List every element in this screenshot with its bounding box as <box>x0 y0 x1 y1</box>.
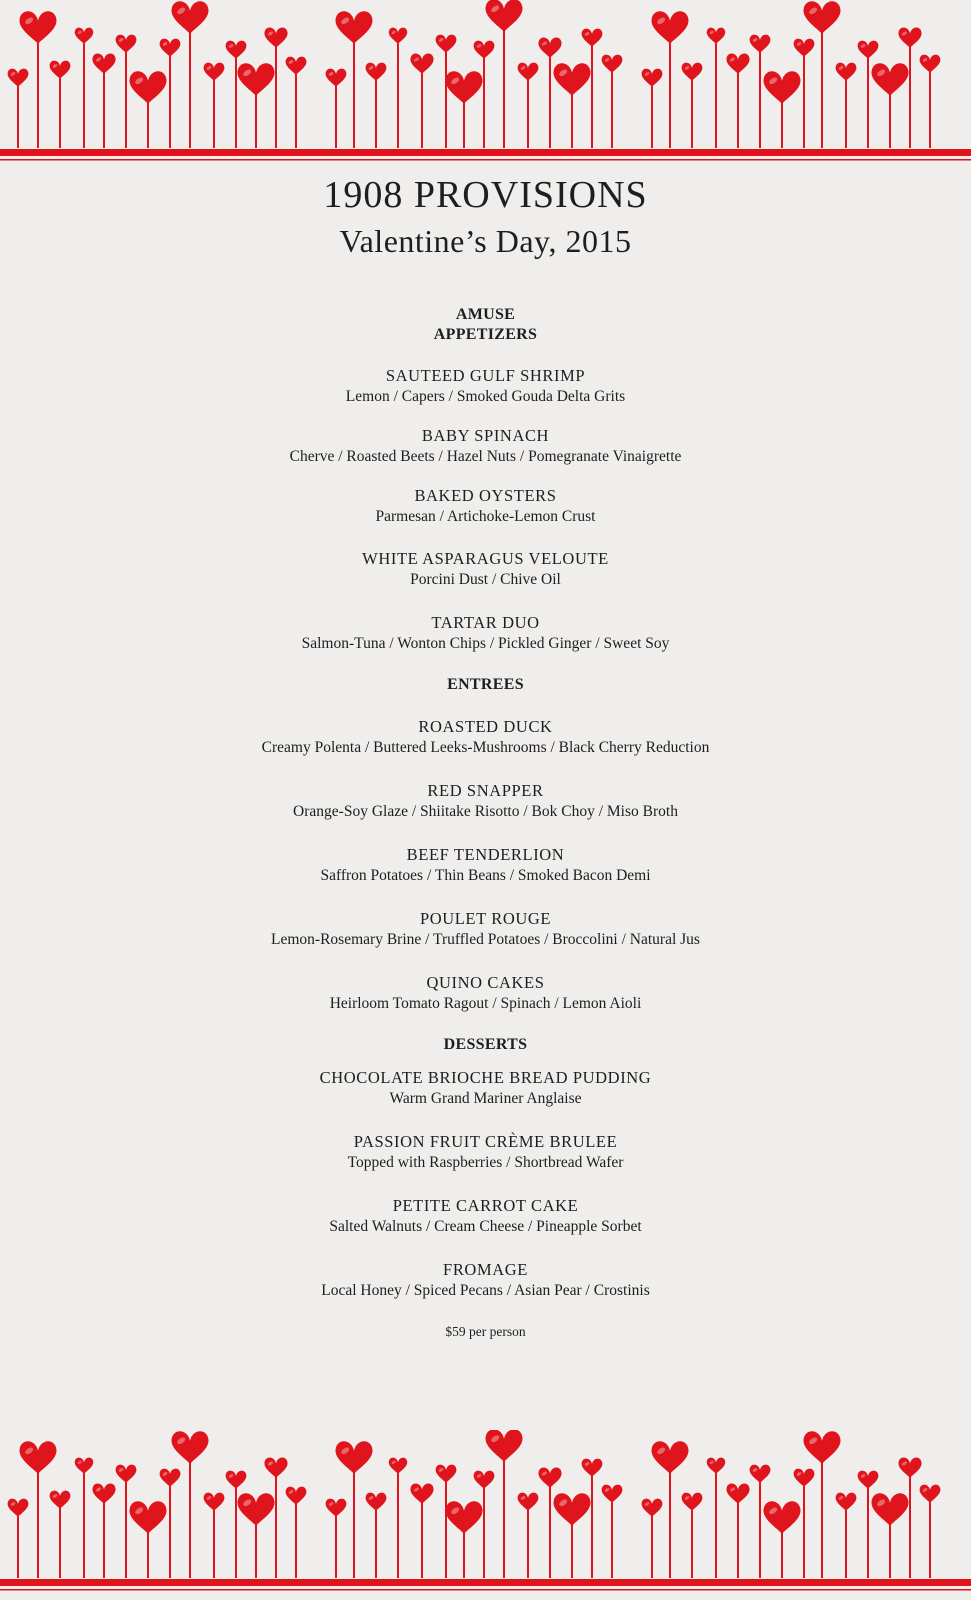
price-per-person: $59 per person <box>445 1324 526 1339</box>
heart-icon <box>204 1493 225 1511</box>
heart-icon <box>553 1493 590 1526</box>
heart-icon <box>651 11 688 44</box>
heart-icon <box>803 1431 840 1464</box>
heart-icon <box>389 28 408 44</box>
heart-icon <box>92 1484 115 1504</box>
heart-icon <box>602 55 623 73</box>
heart-icon <box>436 35 457 53</box>
heart-border-art <box>0 1430 971 1600</box>
heart-icon <box>538 38 561 58</box>
heart-icon <box>794 39 815 57</box>
heart-icon <box>871 63 908 96</box>
dish-name: BAKED OYSTERS <box>414 486 557 505</box>
dish-description: Warm Grand Mariner Anglaise <box>389 1090 582 1107</box>
heart-icon <box>682 1493 703 1511</box>
restaurant-title: 1908 PROVISIONS <box>323 174 648 216</box>
heart-icon <box>171 1 208 34</box>
dish-name: QUINO CAKES <box>426 973 545 992</box>
dish-name: CHOCOLATE BRIOCHE BREAD PUDDING <box>319 1068 652 1087</box>
dish-description: Creamy Polenta / Buttered Leeks-Mushrooms / Black Cherry Reduction <box>261 739 710 756</box>
heart-icon <box>116 1465 137 1483</box>
heart-icon <box>19 1441 56 1474</box>
heart-icon <box>366 1493 387 1511</box>
heart-icon <box>326 1499 347 1517</box>
dish <box>0 1132 971 1173</box>
heart-icon <box>750 35 771 53</box>
dish-description: Orange-Soy Glaze / Shiitake Risotto / Bok Choy / Miso Broth <box>293 803 678 820</box>
dish <box>0 845 971 886</box>
heart-icon <box>160 39 181 57</box>
heart-icon <box>794 1469 815 1487</box>
heart-icon <box>707 28 726 44</box>
section-amuse: AMUSE <box>455 306 516 323</box>
heart-icon <box>763 71 800 104</box>
dish <box>0 717 971 758</box>
heart-icon <box>445 1501 482 1534</box>
dish-description: Parmesan / Artichoke-Lemon Crust <box>375 508 596 525</box>
dish <box>0 549 971 590</box>
heart-icon <box>707 1458 726 1474</box>
heart-icon <box>763 1501 800 1534</box>
heart-icon <box>326 69 347 87</box>
dish <box>0 973 971 1014</box>
heart-icon <box>803 1 840 34</box>
heart-icon <box>129 71 166 104</box>
heart-icon <box>651 1441 688 1474</box>
dish-name: ROASTED DUCK <box>418 717 553 736</box>
dish-description: Local Honey / Spiced Pecans / Asian Pear / Crostinis <box>321 1282 650 1299</box>
heart-icon <box>898 28 921 48</box>
dish-description: Lemon / Capers / Smoked Gouda Delta Grits <box>345 388 626 405</box>
heart-icon <box>226 1471 247 1489</box>
heart-icon <box>474 1471 495 1489</box>
heart-icon <box>836 63 857 81</box>
heart-icon <box>129 1501 166 1534</box>
heart-icon <box>642 69 663 87</box>
occasion-subtitle: Valentine’s Day, 2015 <box>339 223 632 259</box>
bottom-heart-border <box>0 1430 971 1600</box>
heart-icon <box>474 41 495 59</box>
dish-description: Salted Walnuts / Cream Cheese / Pineapple Sorbet <box>329 1218 642 1235</box>
heart-icon <box>171 1431 208 1464</box>
heart-icon <box>726 54 749 74</box>
dish-description: Topped with Raspberries / Shortbread Wafer <box>347 1154 624 1171</box>
dish <box>0 909 971 950</box>
heart-icon <box>518 63 539 81</box>
heart-icon <box>335 1441 372 1474</box>
heart-icon <box>19 11 56 44</box>
heart-icon <box>160 1469 181 1487</box>
heart-icon <box>75 1458 94 1474</box>
dish-name: FROMAGE <box>443 1260 528 1279</box>
heart-icon <box>237 1493 274 1526</box>
heart-icon <box>726 1484 749 1504</box>
heart-icon <box>436 1465 457 1483</box>
heart-icon <box>538 1468 561 1488</box>
heart-icon <box>898 1458 921 1478</box>
dish-name: BEEF TENDERLION <box>406 845 565 864</box>
heart-icon <box>642 1499 663 1517</box>
heart-border-art <box>0 0 971 170</box>
dish-name: SAUTEED GULF SHRIMP <box>385 366 586 385</box>
dish-name: RED SNAPPER <box>427 781 544 800</box>
dish <box>0 1260 971 1301</box>
heart-icon <box>335 11 372 44</box>
dish-name: WHITE ASPARAGUS VELOUTE <box>362 549 609 568</box>
heart-icon <box>485 0 522 32</box>
dish <box>0 1068 971 1109</box>
heart-icon <box>116 35 137 53</box>
dish-description: Heirloom Tomato Ragout / Spinach / Lemon Aioli <box>329 995 642 1012</box>
heart-icon <box>553 63 590 96</box>
heart-icon <box>871 1493 908 1526</box>
dish-name: PETITE CARROT CAKE <box>392 1196 579 1215</box>
dish <box>0 486 971 527</box>
dish-description: Cherve / Roasted Beets / Hazel Nuts / Pomegranate Vinaigrette <box>289 448 682 465</box>
heart-icon <box>920 55 941 73</box>
heart-icon <box>226 41 247 59</box>
section-appetizers: APPETIZERS <box>433 326 538 343</box>
dish <box>0 366 971 407</box>
heart-icon <box>582 29 603 47</box>
dish-name: PASSION FRUIT CRÈME BRULEE <box>353 1132 618 1151</box>
heart-icon <box>602 1485 623 1503</box>
heart-icon <box>8 1499 29 1517</box>
heart-icon <box>858 41 879 59</box>
border-rule <box>0 1579 971 1586</box>
heart-icon <box>582 1459 603 1477</box>
dish-name: POULET ROUGE <box>419 909 552 928</box>
heart-icon <box>264 1458 287 1478</box>
heart-icon <box>518 1493 539 1511</box>
dish-description: Porcini Dust / Chive Oil <box>410 571 561 588</box>
border-rule <box>0 149 971 156</box>
heart-icon <box>485 1430 522 1462</box>
top-heart-border <box>0 0 971 170</box>
menu <box>0 170 971 1341</box>
heart-icon <box>858 1471 879 1489</box>
heart-icon <box>410 54 433 74</box>
heart-icon <box>50 61 71 79</box>
section-entrees: ENTREES <box>447 676 524 693</box>
dish-name: BABY SPINACH <box>421 426 550 445</box>
border-thin-rule <box>0 159 971 161</box>
section-desserts: DESSERTS <box>443 1036 528 1053</box>
heart-icon <box>445 71 482 104</box>
heart-icon <box>264 28 287 48</box>
heart-icon <box>682 63 703 81</box>
heart-icon <box>92 54 115 74</box>
heart-icon <box>50 1491 71 1509</box>
heart-icon <box>750 1465 771 1483</box>
dish-description: Lemon-Rosemary Brine / Truffled Potatoes / Broccolini / Natural Jus <box>271 931 700 948</box>
heart-icon <box>389 1458 408 1474</box>
dish-description: Salmon-Tuna / Wonton Chips / Pickled Ginger / Sweet Soy <box>301 635 670 652</box>
heart-icon <box>286 1487 307 1505</box>
dish-description: Saffron Potatoes / Thin Beans / Smoked Bacon Demi <box>320 867 651 884</box>
heart-icon <box>366 63 387 81</box>
heart-icon <box>836 1493 857 1511</box>
dish-name: TARTAR DUO <box>431 613 540 632</box>
heart-icon <box>920 1485 941 1503</box>
dish <box>0 1196 971 1237</box>
heart-icon <box>75 28 94 44</box>
heart-icon <box>410 1484 433 1504</box>
heart-icon <box>286 57 307 75</box>
dish <box>0 613 971 654</box>
dish <box>0 426 971 467</box>
dish <box>0 781 971 822</box>
border-thin-rule <box>0 1589 971 1591</box>
heart-icon <box>204 63 225 81</box>
heart-icon <box>237 63 274 96</box>
heart-icon <box>8 69 29 87</box>
